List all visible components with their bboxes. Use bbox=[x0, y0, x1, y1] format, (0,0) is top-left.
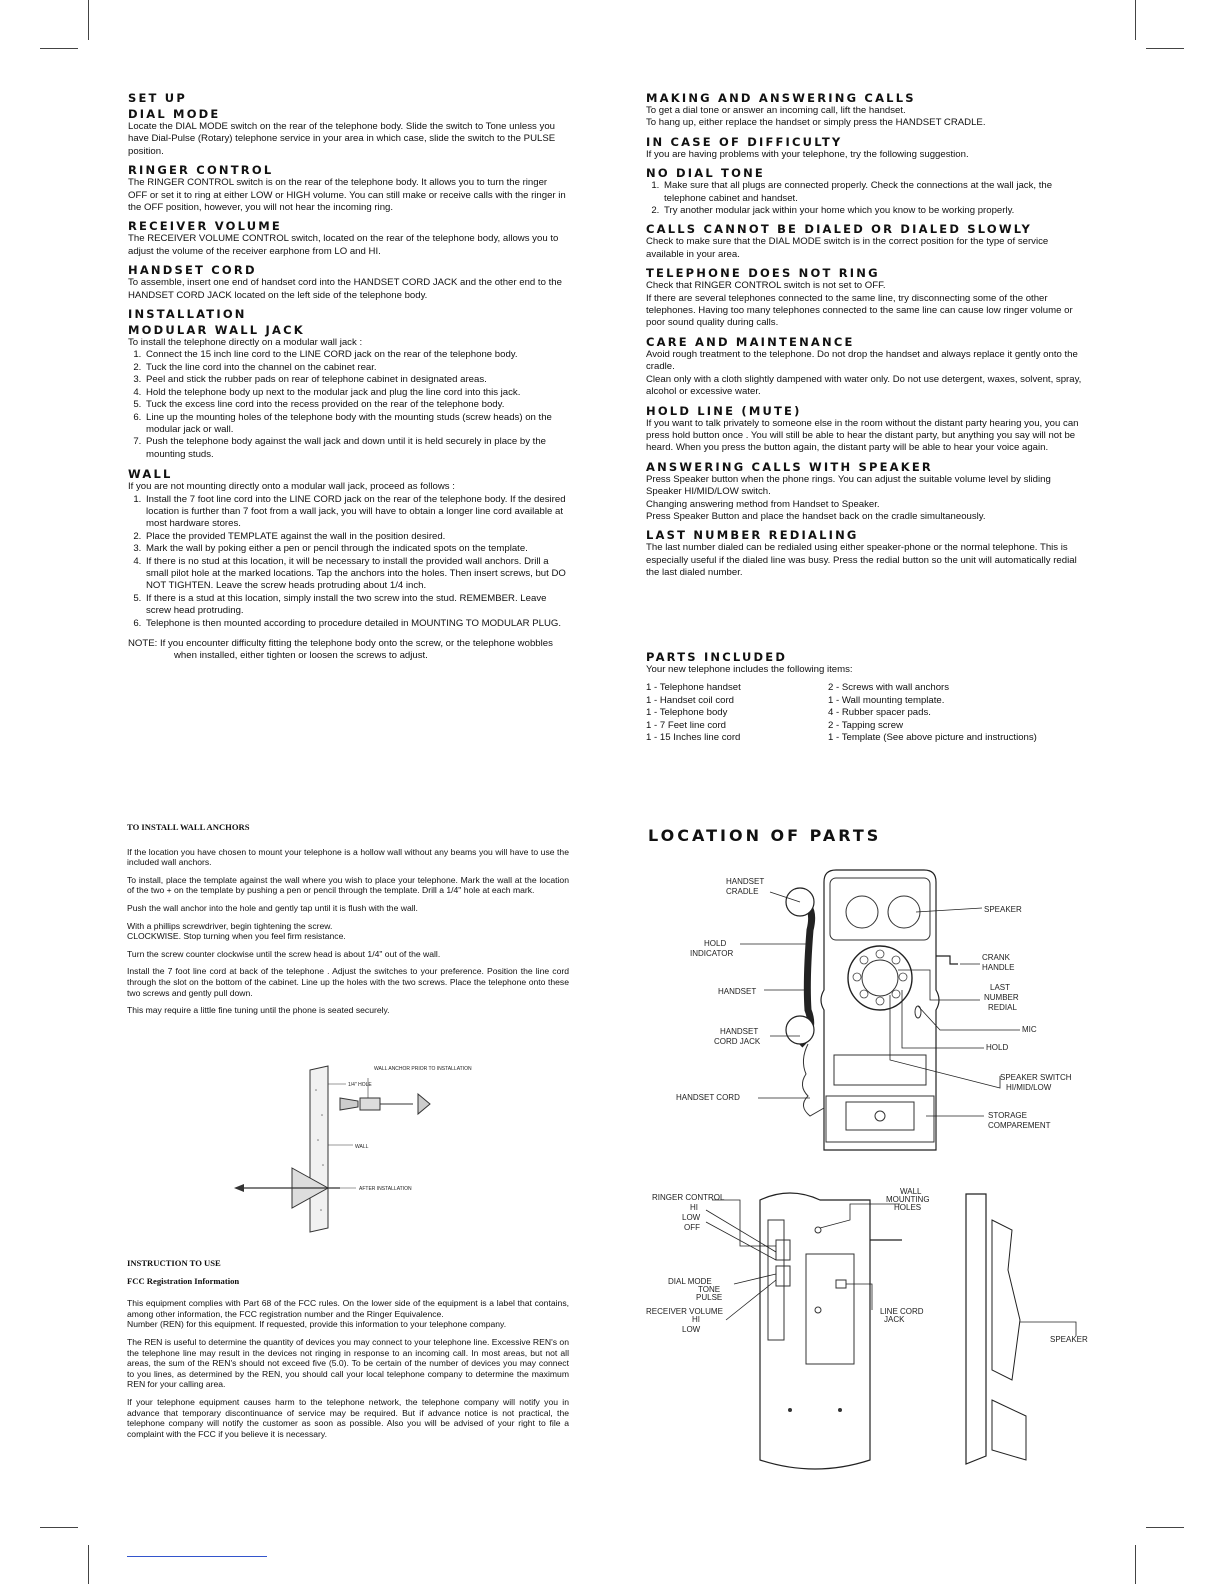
section-heading: RINGER CONTROL bbox=[128, 163, 274, 178]
section-heading: NO DIAL TONE bbox=[646, 166, 765, 181]
wall-intro: If you are not mounting directly onto a modular wall jack, proceed as follows : bbox=[128, 481, 455, 493]
list-item: 4. If there is no stud at this location, it will be necessary to install the provided wall anchors. Drill a small pilot hole at the marked locations. Tap the anchors into the holes. Then insert screws, but DO NOT TIGHTEN. Leave the screw heads protruding about 1/4 inch. bbox=[144, 556, 568, 593]
label-handset-cradle: CRADLE bbox=[726, 887, 759, 896]
section-text: Check to make sure that the DIAL MODE switch is in the correct position for the type of service available in your area. bbox=[646, 236, 1049, 260]
list-item: 1. Make sure that all plugs are connected properly. Check the connections at the wall jack, the telephone cabinet and handset. bbox=[662, 180, 1088, 205]
label-crank-handle: HANDLE bbox=[982, 963, 1015, 972]
section-text: The RECEIVER VOLUME CONTROL switch, located on the rear of the telephone body, allows you to adjust the volume of the receiver earphone from LO and HI. bbox=[128, 233, 559, 257]
list-item: 4. Hold the telephone body up next to the modular jack and plug the line cord into this jack. bbox=[144, 387, 568, 399]
section-text: The last number dialed can be redialed using either speaker-phone or the normal telephone. This is especially useful if the dialed line was busy. Press the redial button so the unit will automatically redial the last dialed number. bbox=[646, 542, 1077, 579]
blue-rule bbox=[127, 1556, 267, 1557]
paragraph: To install, place the template against the wall where you wish to place your telephone. Mark the wall at the location of the two + on the template by pushing a pen or pencil through the template. Drill a 1/4" hole at each mark. bbox=[127, 874, 569, 896]
list-item: 1 - Telephone body bbox=[646, 707, 728, 719]
crop-mark bbox=[88, 1545, 89, 1584]
list-item: 1. Install the 7 foot line cord into the LINE CORD jack on the rear of the telephone body. If the desired location is further than 7 foot from a wall jack, you will have to obtain a longer line cord available at most hardware stores. bbox=[144, 494, 568, 531]
label-ringer-hi: HI bbox=[690, 1203, 698, 1212]
label-speaker: SPEAKER bbox=[984, 905, 1022, 914]
section-heading: LAST NUMBER REDIALING bbox=[646, 528, 859, 543]
label-handset-cord-jack: HANDSET bbox=[720, 1027, 759, 1036]
wall-anchor-diagram bbox=[228, 1060, 488, 1240]
section-text: If you are having problems with your telephone, try the following suggestion. bbox=[646, 148, 969, 160]
section-heading: TELEPHONE DOES NOT RING bbox=[646, 266, 880, 281]
section-text: Press Speaker button when the phone rings. You can adjust the suitable volume level by sliding Speaker HI/MID/LOW switch. Changing answering method from Handset to Speaker. Press Speaker Button and place the handset back on the cradle simultaneously. bbox=[646, 473, 1051, 522]
fcc-title: INSTRUCTION TO USE bbox=[127, 1258, 221, 1268]
section-text: Avoid rough treatment to the telephone. Do not drop the handset and always replace it gently onto the cradle. Clean only with a cloth slightly dampened with water only. Do not use detergent, waxes, solvent, spray, alcohol or excessive water. bbox=[646, 348, 1082, 398]
list-item: 3. Peel and stick the rubber pads on rear of telephone cabinet in designated areas. bbox=[144, 374, 568, 386]
paragraph: If the location you have chosen to mount your telephone is a hollow wall without any beams you will have to use the included wall anchors. bbox=[127, 846, 569, 868]
list-item: 1 - 15 Inches line cord bbox=[646, 732, 741, 744]
paragraph: This may require a little fine tuning until the phone is seated securely. bbox=[127, 1005, 390, 1016]
location-title: LOCATION OF PARTS bbox=[648, 826, 882, 845]
label-ringer-off: OFF bbox=[684, 1223, 700, 1232]
parts-included bbox=[646, 650, 1088, 744]
crop-mark bbox=[40, 48, 78, 49]
list-item: 1 - Telephone handset bbox=[646, 682, 741, 694]
fcc-section bbox=[127, 1258, 569, 1446]
modular-steps bbox=[128, 349, 568, 461]
label-last-number-redial: LAST bbox=[990, 983, 1011, 992]
section-text: Locate the DIAL MODE switch on the rear of the telephone body. Slide the switch to Tone unless you have Dial-Pulse (Rotary) telephone service in your area in which case, slide the switch to the PULSE position. bbox=[128, 121, 556, 157]
list-item: 2. Tuck the line cord into the channel on the cabinet rear. bbox=[144, 362, 568, 374]
label-hold: HOLD bbox=[986, 1043, 1009, 1052]
list-item: 7. Push the telephone body against the wall jack and down until it is held securely in place by the mounting studs. bbox=[144, 436, 568, 461]
modular-intro: To install the telephone directly on a modular wall jack : bbox=[128, 337, 363, 349]
list-item: 2 - Tapping screw bbox=[828, 719, 904, 731]
crop-mark bbox=[40, 1527, 78, 1528]
label-rv-low: LOW bbox=[682, 1325, 701, 1334]
parts-heading: PARTS INCLUDED bbox=[646, 650, 788, 664]
label-handset-cord-jack: CORD JACK bbox=[714, 1037, 761, 1046]
section-heading: HOLD LINE (MUTE) bbox=[646, 403, 802, 418]
dialed-slowly-section bbox=[646, 222, 1088, 261]
installation-title: INSTALLATION bbox=[128, 307, 247, 322]
section-heading: MAKING AND ANSWERING CALLS bbox=[646, 91, 916, 105]
wall-anchors-section bbox=[127, 822, 569, 1023]
label-storage: COMPAREMENT bbox=[988, 1121, 1051, 1130]
no-ring-section bbox=[646, 266, 1088, 330]
front-phone-diagram bbox=[640, 860, 1100, 1160]
dial-mode-section bbox=[128, 107, 568, 158]
label-wall-mounting-holes: HOLES bbox=[894, 1203, 922, 1212]
label-rv-hi: HI bbox=[692, 1315, 700, 1324]
section-heading: HANDSET CORD bbox=[128, 263, 257, 278]
list-item: 1 - Wall mounting template. bbox=[828, 694, 945, 706]
list-item: 6. Line up the mounting holes of the telephone body with the mounting studs (screw heads) on the modular jack or wall. bbox=[144, 412, 568, 437]
parts-left-col bbox=[646, 682, 828, 744]
hold-line-section bbox=[646, 404, 1088, 455]
list-item: 2. Try another modular jack within your home which you know to be working properly. bbox=[662, 205, 1088, 217]
list-item: 2. Place the provided TEMPLATE against the wall in the position desired. bbox=[144, 531, 568, 543]
paragraph: This equipment complies with Part 68 of the FCC rules. On the lower side of the equipment is a label that contains, among other information, the FCC registration number and the Ringer Equivalence. Number (REN) for this equipment. If requested, provide this information to your telephone company. bbox=[127, 1298, 569, 1330]
list-item: 1 - 7 Feet line cord bbox=[646, 719, 726, 731]
parts-list bbox=[646, 682, 1088, 744]
label-hold-indicator: HOLD bbox=[704, 939, 727, 948]
diagram-label: WALL bbox=[355, 1144, 369, 1150]
label-hold-indicator: INDICATOR bbox=[690, 949, 734, 958]
label-handset-cradle: HANDSET bbox=[726, 877, 765, 886]
label-dial-pulse: PULSE bbox=[696, 1293, 723, 1302]
section-text: The RINGER CONTROL switch is on the rear of the telephone body. It allows you to turn the ringer OFF or set it to ring at either LOW or HIGH volume. You can still make or receive calls with the ringer in the OFF position, however, you will not hear the incoming ring. bbox=[128, 177, 566, 214]
list-item: 1 - Template (See above picture and instructions) bbox=[828, 732, 1037, 744]
note-text: NOTE: If you encounter difficulty fitting the telephone body onto the screw, or the telephone wobbles when installed, either tighten or loosen the screws to adjust. bbox=[128, 638, 553, 662]
label-ringer-low: LOW bbox=[682, 1213, 701, 1222]
label-mic: MIC bbox=[1022, 1025, 1037, 1034]
handset-cord-section bbox=[128, 263, 568, 302]
crop-mark bbox=[88, 0, 89, 40]
list-item: 1. Connect the 15 inch line cord to the LINE CORD jack on the rear of the telephone body. bbox=[144, 349, 568, 361]
label-speaker: SPEAKER bbox=[1050, 1335, 1088, 1344]
label-speaker-switch: SPEAKER SWITCH bbox=[1000, 1073, 1072, 1082]
parts-intro: Your new telephone includes the following items: bbox=[646, 664, 853, 675]
paragraph: The REN is useful to determine the quantity of devices you may connect to your telephone line. Excessive REN's on the telephone line may result in the devices not ringing in response to an incoming call. In most areas, but not all areas, the sum of the REN's should not exceed five (5.0). To be certain of the number of devices you may connect to you lines, as determined by the REN, you should call your local telephone company to determine the maximum REN for your calling area. bbox=[127, 1336, 569, 1390]
label-ringer-control: RINGER CONTROL bbox=[652, 1193, 725, 1202]
label-line-cord-jack: JACK bbox=[884, 1315, 905, 1324]
modular-heading: MODULAR WALL JACK bbox=[128, 323, 305, 338]
label-speaker-switch: HI/MID/LOW bbox=[1006, 1083, 1052, 1092]
list-item: 4 - Rubber spacer pads. bbox=[828, 707, 931, 719]
no-dial-steps bbox=[646, 180, 1088, 217]
crop-mark bbox=[1146, 48, 1184, 49]
wall-heading: WALL bbox=[128, 467, 173, 482]
section-text: Check that RINGER CONTROL switch is not set to OFF. If there are several telephones connected to the same line, try disconnecting some of the other telephones. Having too many telephones connected to the same line can cause low ringer volume or poor sound quality during calls. bbox=[646, 280, 1073, 329]
label-last-number-redial: NUMBER bbox=[984, 993, 1019, 1002]
label-wall-mounting-holes: MOUNTING bbox=[886, 1195, 930, 1204]
paragraph: If your telephone equipment causes harm to the telephone network, the telephone company will notify you in advance that temporary discontinuance of service may be required. But if advance notice is not practical, the telephone company will notify the customer as soon as possible. Also you will be advised of your right to file a complaint with the FCC if you believe it is necessary. bbox=[127, 1396, 569, 1439]
section-heading: IN CASE OF DIFFICULTY bbox=[646, 134, 843, 149]
label-line-cord-jack: LINE CORD bbox=[880, 1307, 924, 1316]
label-receiver-volume: RECEIVER VOLUME bbox=[646, 1307, 723, 1316]
ringer-control-section bbox=[128, 163, 568, 214]
crop-mark bbox=[1135, 1545, 1136, 1584]
paragraph: Push the wall anchor into the hole and gently tap until it is flush with the wall. bbox=[127, 902, 418, 913]
label-handset: HANDSET bbox=[718, 987, 757, 996]
label-last-number-redial: REDIAL bbox=[988, 1003, 1017, 1012]
list-item: 3. Mark the wall by poking either a pen or pencil through the indicated spots on the template. bbox=[144, 543, 568, 555]
list-item: 6. Telephone is then mounted according to procedure detailed in MOUNTING TO MODULAR PLUG. bbox=[144, 618, 568, 630]
rear-phone-diagram bbox=[640, 1180, 1100, 1480]
receiver-volume-section bbox=[128, 219, 568, 258]
section-text: To assemble, insert one end of handset cord into the HANDSET CORD JACK and the other end to the HANDSET CORD JACK located on the left side of the telephone body. bbox=[128, 277, 562, 301]
paragraph: Install the 7 foot line cord at back of the telephone . Adjust the switches to your preference. Position the line cord through the slot on the bottom of the cabinet. Line up the holes with the two screws. Place the telephone onto these two screws and gently pull down. bbox=[127, 966, 569, 998]
section-heading: CARE AND MAINTENANCE bbox=[646, 334, 855, 349]
label-dial-mode: DIAL MODE bbox=[668, 1277, 712, 1286]
care-section bbox=[646, 335, 1088, 399]
list-item: 5. If there is a stud at this location, simply install the two screw into the stud. REMEMBER. Leave screw head protruding. bbox=[144, 593, 568, 618]
crop-mark bbox=[1146, 1527, 1184, 1528]
list-item: 2 - Screws with wall anchors bbox=[828, 682, 950, 694]
section-heading: RECEIVER VOLUME bbox=[128, 219, 282, 234]
diagram-label: AFTER INSTALLATION bbox=[359, 1186, 412, 1192]
section-text: To get a dial tone or answer an incoming call, lift the handset. To hang up, either replace the handset or simply press the HANDSET CRADLE. bbox=[646, 105, 986, 129]
crop-mark bbox=[1135, 0, 1136, 40]
speaker-section bbox=[646, 460, 1088, 524]
label-crank-handle: CRANK bbox=[982, 953, 1011, 962]
label-dial-tone: TONE bbox=[698, 1285, 721, 1294]
making-calls-section bbox=[646, 91, 1088, 130]
list-item: 1 - Handset coil cord bbox=[646, 694, 734, 706]
difficulty-section bbox=[646, 135, 1088, 161]
redial-section bbox=[646, 528, 1088, 579]
calls-column bbox=[646, 91, 1088, 585]
label-handset-cord: HANDSET CORD bbox=[676, 1093, 740, 1102]
diagram-label: 1/4" HOLE bbox=[348, 1082, 372, 1088]
parts-right-col bbox=[828, 682, 1088, 744]
wall-steps bbox=[128, 494, 568, 630]
label-wall-mounting-holes: WALL bbox=[900, 1187, 922, 1196]
section-heading: CALLS CANNOT BE DIALED OR DIALED SLOWLY bbox=[646, 222, 1032, 237]
anchors-title: TO INSTALL WALL ANCHORS bbox=[127, 822, 250, 832]
label-storage: STORAGE bbox=[988, 1111, 1027, 1120]
setup-title: SET UP bbox=[128, 91, 187, 105]
paragraph: Turn the screw counter clockwise until the screw head is about 1/4" out of the wall. bbox=[127, 948, 441, 959]
section-heading: ANSWERING CALLS WITH SPEAKER bbox=[646, 459, 933, 474]
fcc-subtitle: FCC Registration Information bbox=[127, 1275, 240, 1286]
diagram-label: WALL ANCHOR PRIOR TO INSTALLATION bbox=[374, 1066, 472, 1072]
list-item: 5. Tuck the excess line cord into the recess provided on the rear of the telephone body. bbox=[144, 399, 568, 411]
paragraph: With a phillips screwdriver, begin tightening the screw. CLOCKWISE. Stop turning when you feel firm resistance. bbox=[127, 920, 346, 942]
section-heading: DIAL MODE bbox=[128, 107, 221, 121]
setup-column bbox=[128, 91, 568, 663]
section-text: If you want to talk privately to someone else in the room without the distant party hearing you, you can press hold button once . You will still be able to hear the distant party, but anything you say will not be heard. When you press the button again, the distant party will be able to hear your voice again. bbox=[646, 417, 1079, 454]
no-dial-tone-section bbox=[646, 166, 1088, 217]
